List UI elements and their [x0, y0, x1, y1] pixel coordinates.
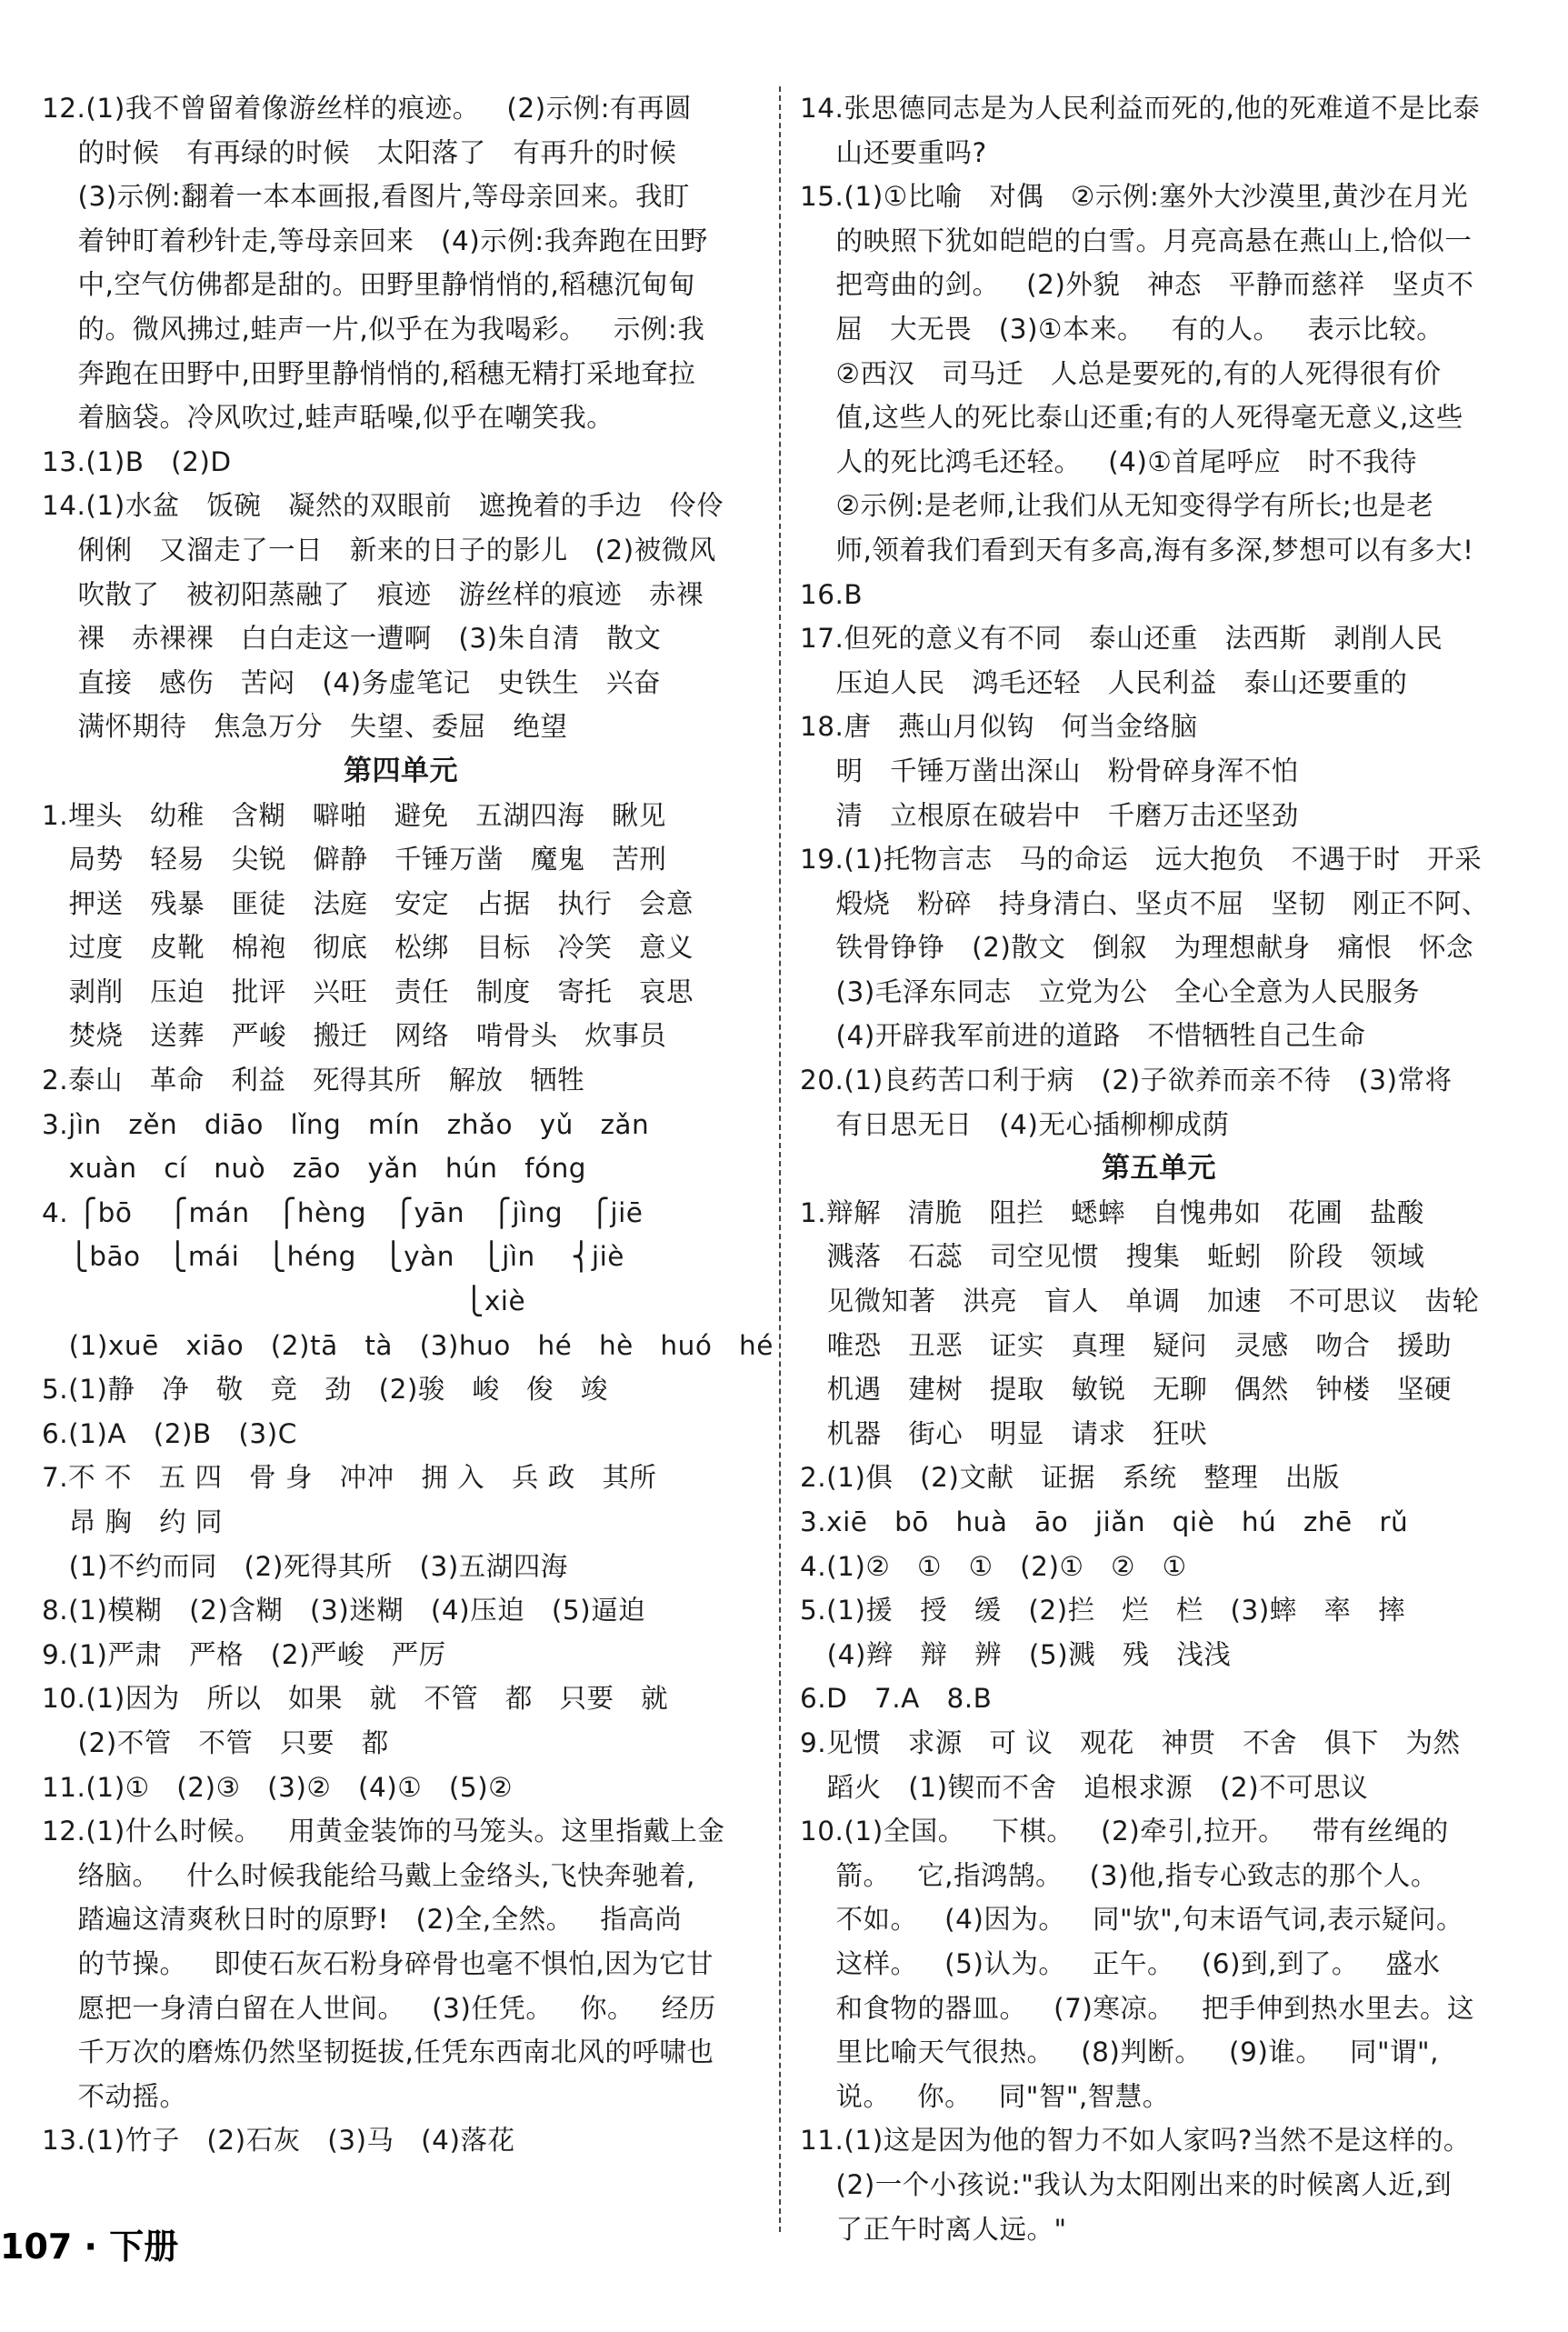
- answer-line: 12.(1)我不曾留着像游丝样的痕迹。 (2)示例:有再圆: [42, 93, 693, 124]
- answer-line: 师,领着我们看到天有多高,海有多深,梦想可以有多大!: [800, 534, 1474, 565]
- answer-line: 的。微风拂过,蛙声一片,似乎在为我喝彩。 示例:我: [42, 313, 705, 345]
- answer-line: 压迫人民 鸿毛还轻 人民利益 泰山还要重的: [800, 666, 1408, 698]
- answer-line: 见微知著 洪亮 盲人 单调 加速 不可思议 齿轮: [800, 1286, 1480, 1317]
- answer-line: 煅烧 粉碎 持身清白、坚贞不屈 坚韧 刚正不阿、: [800, 887, 1490, 919]
- answer-line: 16.B: [800, 578, 864, 610]
- answer-line: 2.泰山 革命 利益 死得其所 解放 牺牲: [42, 1065, 585, 1096]
- answer-line: 满怀期待 焦急万分 失望、委屈 绝望: [42, 711, 568, 743]
- unit-heading: 第四单元: [344, 754, 458, 787]
- answer-line: ⎩xiè: [42, 1286, 526, 1317]
- answer-line: 6.D 7.A 8.B: [800, 1683, 993, 1715]
- answer-line: 19.(1)托物言志 马的命运 远大抱负 不遇于时 开采: [800, 844, 1483, 876]
- answer-line: 千万次的磨炼仍然坚韧挺拔,任凭东西南北风的呼啸也: [42, 2037, 714, 2068]
- answer-line: 踏遍这清爽秋日时的原野! (2)全,全然。 指高尚: [42, 1904, 683, 1936]
- answer-line: 9.(1)严肃 严格 (2)严峻 严厉: [42, 1638, 446, 1670]
- answer-line: 俐俐 又溜走了一日 新来的日子的影儿 (2)被微风: [42, 534, 716, 565]
- answer-line: 18.唐 燕山月似钩 何当金络脑: [800, 711, 1198, 743]
- answer-line: ②示例:是老师,让我们从无知变得学有所长;也是老: [800, 490, 1434, 522]
- answer-line: 机遇 建树 提取 敏锐 无聊 偶然 钟楼 坚硬: [800, 1374, 1453, 1406]
- answer-line: 里比喻天气很热。 (8)判断。 (9)谁。 同"谓",: [800, 2037, 1439, 2068]
- answer-line: 的映照下犹如皑皑的白雪。月亮高悬在燕山上,恰似一: [800, 225, 1473, 256]
- answer-line: 13.(1)竹子 (2)石灰 (3)马 (4)落花: [42, 2125, 515, 2157]
- left-answer-column: [42, 86, 774, 2163]
- answer-line: 2.(1)俱 (2)文献 证据 系统 整理 出版: [800, 1462, 1340, 1494]
- answer-line: 吹散了 被初阳蒸融了 痕迹 游丝样的痕迹 赤裸: [42, 578, 704, 610]
- answer-line: 15.(1)①比喻 对偶 ②示例:塞外大沙漠里,黄沙在月光: [800, 181, 1469, 213]
- answer-line: 11.(1)① (2)③ (3)② (4)① (5)②: [42, 1771, 514, 1803]
- answer-line: 10.(1)全国。 下棋。 (2)牵引,拉开。 带有丝绳的: [800, 1816, 1449, 1847]
- answer-line: (1)xuē xiāo (2)tā tà (3)huo hé hè huó hé: [42, 1329, 774, 1361]
- answer-line: 清 立根原在破岩中 千磨万击还坚劲: [800, 799, 1299, 831]
- answer-line: 13.(1)B (2)D: [42, 445, 232, 477]
- answer-line: 3.jìn zěn diāo lǐng mín zhǎo yǔ zǎn: [42, 1108, 650, 1140]
- answer-line: 屈 大无畏 (3)①本来。 有的人。 表示比较。: [800, 313, 1444, 345]
- answer-line: 5.(1)静 净 敬 竞 劲 (2)骏 峻 俊 竣: [42, 1374, 608, 1406]
- answer-line: 昂 胸 约 同: [42, 1506, 224, 1537]
- answer-line: 4. ⎧bō ⎧mán ⎧hèng ⎧yān ⎧jìng ⎧jiē: [42, 1196, 644, 1228]
- answer-line: 铁骨铮铮 (2)散文 倒叙 为理想献身 痛恨 怀念: [800, 932, 1473, 964]
- answer-line: 箭。 它,指鸿鹄。 (3)他,指专心致志的那个人。: [800, 1859, 1438, 1891]
- answer-line: ②西汉 司马迁 人总是要死的,有的人死得很有价: [800, 357, 1442, 389]
- answer-line: 20.(1)良药苦口利于病 (2)子欲养而亲不待 (3)常将: [800, 1065, 1453, 1096]
- right-answer-column: [800, 86, 1518, 2251]
- answer-line: (3)毛泽东同志 立党为公 全心全意为人民服务: [800, 976, 1421, 1007]
- answer-line: 的时候 有再绿的时候 太阳落了 有再升的时候: [42, 136, 677, 168]
- unit-heading: 第五单元: [1102, 1152, 1216, 1186]
- answer-line: 焚烧 送葬 严峻 搬迁 网络 啃骨头 炊事员: [42, 1020, 667, 1052]
- answer-line: 着脑袋。冷风吹过,蛙声聒噪,似乎在嘲笑我。: [42, 402, 614, 434]
- answer-line: 押送 残暴 匪徒 法庭 安定 占据 执行 会意: [42, 887, 694, 919]
- answer-line: 明 千锤万凿出深山 粉骨碎身浑不怕: [800, 755, 1299, 786]
- answer-line: 愿把一身清白留在人世间。 (3)任凭。 你。 经历: [42, 1992, 716, 2024]
- answer-line: 蹈火 (1)锲而不舍 追根求源 (2)不可思议: [800, 1771, 1369, 1803]
- answer-line: 直接 感伤 苦闷 (4)务虚笔记 史铁生 兴奋: [42, 666, 661, 698]
- answer-line: 1.辩解 清脆 阻拦 蟋蟀 自愧弗如 花圃 盐酸: [800, 1196, 1424, 1228]
- answer-line: (3)示例:翻着一本本画报,看图片,等母亲回来。我盯: [42, 181, 690, 213]
- answer-line: 唯恐 丑恶 证实 真理 疑问 灵感 吻合 援助: [800, 1329, 1453, 1361]
- answer-line: 3.xiē bō huà āo jiǎn qiè hú zhē rǔ: [800, 1506, 1409, 1537]
- answer-line: 把弯曲的剑。 (2)外貌 神态 平静而慈祥 坚贞不: [800, 269, 1474, 301]
- answer-line: 不如。 (4)因为。 同"欤",句末语气词,表示疑问。: [800, 1904, 1463, 1936]
- answer-line: 裸 赤裸裸 白白走这一遭啊 (3)朱自清 散文: [42, 623, 662, 655]
- answer-line: 14.(1)水盆 饭碗 凝然的双眼前 遮挽着的手边 伶伶: [42, 490, 724, 522]
- answer-line: (4)辫 辩 辨 (5)溅 残 浅浅: [800, 1638, 1232, 1670]
- answer-line: 4.(1)② ① ① (2)① ② ①: [800, 1550, 1187, 1582]
- answer-line: (4)开辟我军前进的道路 不惜牺牲自己生命: [800, 1020, 1366, 1052]
- answer-line: 这样。 (5)认为。 正午。 (6)到,到了。 盛水: [800, 1947, 1441, 1979]
- answer-line: (2)一个小孩说:"我认为太阳刚出来的时候离人近,到: [800, 2168, 1453, 2200]
- answer-line: 17.但死的意义有不同 泰山还重 法西斯 剥削人民: [800, 623, 1443, 655]
- answer-line: 局势 轻易 尖锐 僻静 千锤万凿 魔鬼 苦刑: [42, 844, 667, 876]
- answer-line: 不动摇。: [42, 2080, 187, 2112]
- answer-line: 8.(1)模糊 (2)含糊 (3)迷糊 (4)压迫 (5)逼迫: [42, 1595, 646, 1626]
- answer-line: 的节操。 即使石灰石粉身碎骨也毫不惧怕,因为它甘: [42, 1947, 714, 1979]
- answer-line: 山还要重吗?: [800, 136, 987, 168]
- answer-line: 剥削 压迫 批评 兴旺 责任 制度 寄托 哀思: [42, 976, 694, 1007]
- answer-line: 7.不 不 五 四 骨 身 冲冲 拥 入 兵 政 其所: [42, 1462, 657, 1494]
- answer-line: 14.张思德同志是为人民利益而死的,他的死难道不是比泰: [800, 93, 1481, 124]
- answer-line: xuàn cí nuò zāo yǎn hún fóng: [42, 1153, 586, 1185]
- answer-line: 值,这些人的死比泰山还重;有的人死得毫无意义,这些: [800, 402, 1463, 434]
- answer-line: ⎩bāo ⎩mái ⎩héng ⎩yàn ⎩jìn ⎨jiè: [42, 1241, 624, 1273]
- answer-line: 9.见惯 求源 可 议 观花 神贯 不舍 俱下 为然: [800, 1726, 1461, 1758]
- answer-line: (1)不约而同 (2)死得其所 (3)五湖四海: [42, 1550, 568, 1582]
- answer-line: 过度 皮靴 棉袍 彻底 松绑 目标 冷笑 意义: [42, 932, 694, 964]
- answer-line: 着钟盯着秒针走,等母亲回来 (4)示例:我奔跑在田野: [42, 225, 708, 256]
- answer-line: 11.(1)这是因为他的智力不如人家吗?当然不是这样的。: [800, 2125, 1471, 2157]
- answer-line: 溅落 石蕊 司空见惯 搜集 蚯蚓 阶段 领域: [800, 1241, 1425, 1273]
- answer-line: 5.(1)援 授 缓 (2)拦 烂 栏 (3)蟀 率 摔: [800, 1595, 1406, 1626]
- answer-line: 和食物的器皿。 (7)寒凉。 把手伸到热水里去。这: [800, 1992, 1475, 2024]
- answer-line: 人的死比鸿毛还轻。 (4)①首尾呼应 时不我待: [800, 445, 1418, 477]
- page-number-footer: 107 · 下册: [0, 2227, 179, 2267]
- answer-line: 说。 你。 同"智",智慧。: [800, 2080, 1170, 2112]
- answer-line: 了正午时离人远。": [800, 2213, 1067, 2245]
- answer-line: 机器 街心 明显 请求 狂吠: [800, 1417, 1208, 1449]
- answer-line: 6.(1)A (2)B (3)C: [42, 1417, 297, 1449]
- answer-line: 有日思无日 (4)无心插柳柳成荫: [800, 1108, 1230, 1140]
- answer-line: 10.(1)因为 所以 如果 就 不管 都 只要 就: [42, 1683, 669, 1715]
- answer-line: (2)不管 不管 只要 都: [42, 1726, 389, 1758]
- answer-line: 络脑。 什么时候我能给马戴上金络头,飞快奔驰着,: [42, 1859, 695, 1891]
- answer-line: 中,空气仿佛都是甜的。田野里静悄悄的,稻穗沉甸甸: [42, 269, 696, 301]
- column-divider: [779, 86, 781, 2232]
- answer-line: 12.(1)什么时候。 用黄金装饰的马笼头。这里指戴上金: [42, 1816, 725, 1847]
- answer-line: 1.埋头 幼稚 含糊 噼啪 避免 五湖四海 瞅见: [42, 799, 666, 831]
- answer-line: 奔跑在田野中,田野里静悄悄的,稻穗无精打采地耷拉: [42, 357, 696, 389]
